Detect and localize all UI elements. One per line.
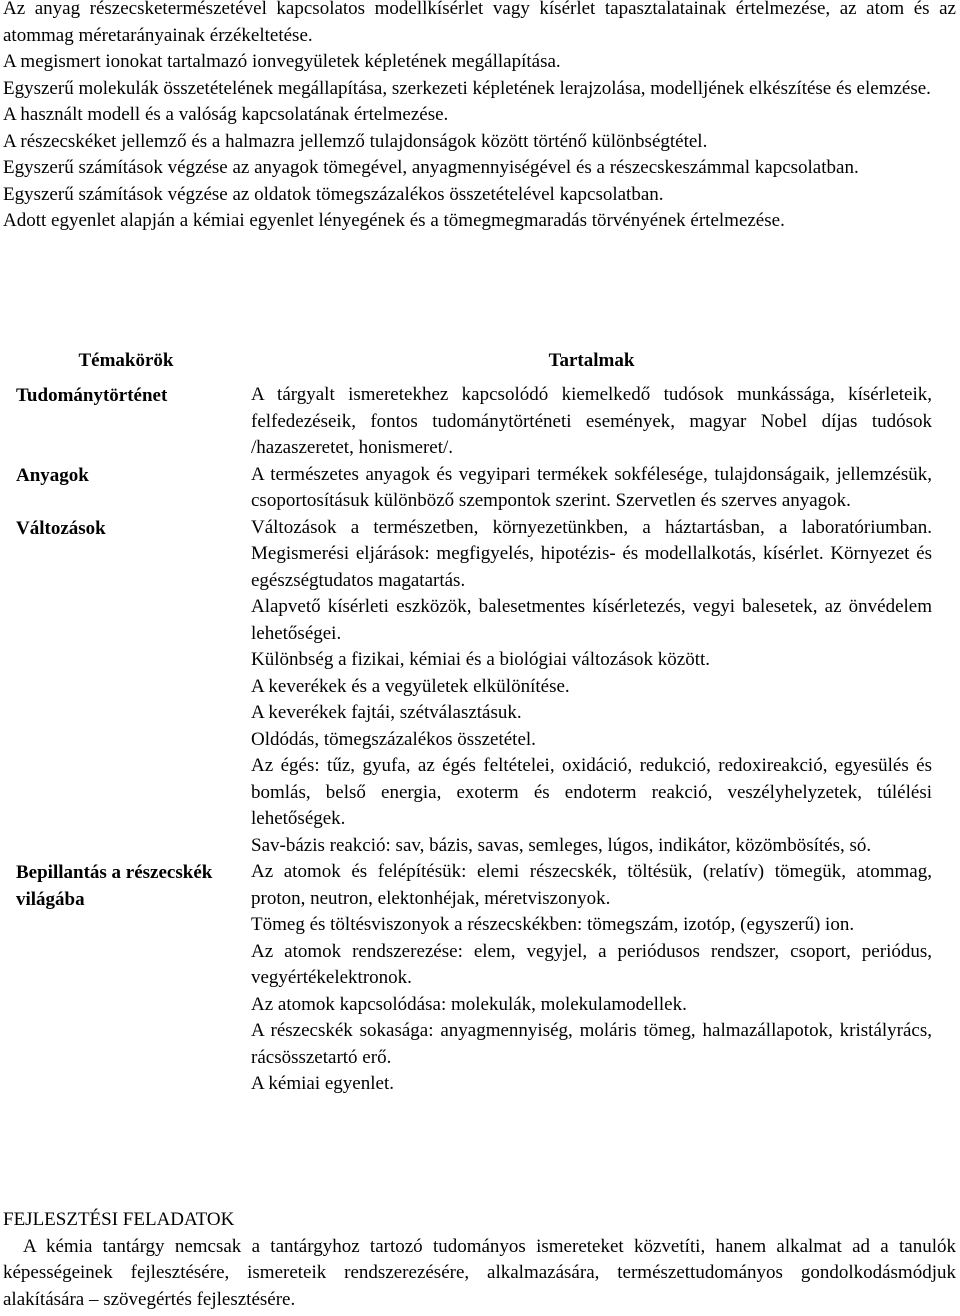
development-tasks-section bbox=[3, 1207, 956, 1313]
table-header-row bbox=[16, 348, 936, 382]
intro-paragraph: A használt modell és a valóság kapcsolatának értelmezése. bbox=[3, 104, 449, 125]
content-paragraph: A tárgyalt ismeretekhez kapcsolódó kiemelkedő tudósok munkássága, kísérleteik, felfedezéseik, fontos tudománytörténeti események, magyar Nobel díjas tudósok /hazaszeretet, honismeret/. bbox=[251, 384, 932, 458]
topic-cell: Bepillantás a részecskék világába bbox=[16, 862, 213, 910]
content-paragraph: A részecskék sokasága: anyagmennyiség, moláris tömeg, halmazállapotok, kristályrács, rácsösszetartó erő. bbox=[251, 1020, 932, 1068]
intro-paragraph: Egyszerű molekulák összetételének megállapítása, szerkezeti képletének lerajzolása, modelljének elkészítése és elemzése. bbox=[3, 77, 931, 99]
intro-paragraph: Az anyag részecsketermészetével kapcsolatos modellkísérlet vagy kísérlet tapasztalatainak értelmezése, az atom és az atommag méretarányainak érzékeltetése. bbox=[3, 0, 956, 46]
content-paragraph: A kémiai egyenlet. bbox=[251, 1073, 394, 1094]
content-paragraph: Az égés: tűz, gyufa, az égés feltételei, oxidáció, redukció, redoxireakció, egyesülés és bomlás, belső energia, exoterm és endoterm reakció, veszélyhelyzetek, túlélési lehetőségek. bbox=[251, 755, 932, 829]
content-paragraph: Alapvető kísérleti eszközök, balesetmentes kísérletezés, vegyi balesetek, az önvédelem lehetőségei. bbox=[251, 596, 932, 644]
intro-paragraph: A megismert ionokat tartalmazó ionvegyületek képletének megállapítása. bbox=[3, 51, 561, 72]
header-contents: Tartalmak bbox=[548, 350, 635, 371]
table-row bbox=[16, 859, 936, 1098]
content-paragraph: Tömeg és töltésviszonyok a részecskékben: tömegszám, izotóp, (egyszerű) ion. bbox=[251, 914, 855, 935]
content-cell bbox=[251, 859, 932, 1098]
content-cell bbox=[251, 382, 932, 462]
intro-paragraph: Egyszerű számítások végzése az anyagok tömegével, anyagmennyiségével és a részecskeszámmal kapcsolatban. bbox=[3, 157, 859, 178]
intro-paragraph: Egyszerű számítások végzése az oldatok tömegszázalékos összetételével kapcsolatban. bbox=[3, 183, 664, 205]
intro-paragraph: Adott egyenlet alapján a kémiai egyenlet lényegének és a tömegmegmaradás törvényének értelmezése. bbox=[3, 210, 785, 231]
intro-section bbox=[3, 0, 956, 235]
topic-cell: Változások bbox=[16, 517, 106, 539]
content-paragraph: A természetes anyagok és vegyipari termékek sokfélesége, tulajdonságaik, jellemzésük, csoportosításuk különböző szempontok szerint. Szervetlen és szerves anyagok. bbox=[251, 463, 932, 511]
content-paragraph: Sav-bázis reakció: sav, bázis, savas, semleges, lúgos, indikátor, közömbösítés, só. bbox=[251, 834, 872, 856]
content-paragraph: Az atomok kapcsolódása: molekulák, molekulamodellek. bbox=[251, 993, 687, 1015]
content-cell bbox=[251, 515, 932, 860]
table-row bbox=[16, 462, 936, 515]
content-cell bbox=[251, 462, 932, 515]
content-paragraph: Az atomok rendszerezése: elem, vegyjel, a periódusos rendszer, csoport, periódus, vegyértékelektronok. bbox=[251, 940, 932, 988]
section-body: A kémia tantárgy nemcsak a tantárgyhoz tartozó tudományos ismereteket közvetíti, hanem alkalmat ad a tanulók képességeinek fejlesztésére, ismereteik rendszerezésére, alkalmazására, természettudományos gondolkodásmódjuk alakítására – szövegértés fejlesztésére. bbox=[3, 1235, 956, 1310]
content-paragraph: Változások a természetben, környezetünkben, a háztartásban, a laboratóriumban. Megismerési eljárások: megfigyelés, hipotézis- és modellalkotás, kísérlet. Környezet és egészségtudatos magatartás. bbox=[251, 516, 932, 591]
header-topics: Témakörök bbox=[78, 350, 174, 371]
topic-cell: Tudománytörténet bbox=[16, 385, 168, 406]
table-row bbox=[16, 515, 936, 860]
content-paragraph: A keverékek és a vegyületek elkülönítése. bbox=[251, 675, 570, 697]
content-paragraph: A keverékek fajtái, szétválasztásuk. bbox=[251, 702, 522, 723]
content-paragraph: Különbség a fizikai, kémiai és a biológiai változások között. bbox=[251, 649, 711, 670]
content-paragraph: Az atomok és felépítésük: elemi részecskék, töltésük, (relatív) tömegük, atommag, proton, neutron, elektonhéjak, méretviszonyok. bbox=[251, 861, 932, 909]
table-row bbox=[16, 382, 936, 462]
topic-cell: Anyagok bbox=[16, 464, 89, 486]
content-paragraph: Oldódás, tömegszázalékos összetétel. bbox=[251, 728, 536, 750]
section-title: FEJLESZTÉSI FELADATOK bbox=[3, 1209, 235, 1230]
topics-table bbox=[16, 348, 936, 1098]
intro-paragraph: A részecskéket jellemző és a halmazra jellemző tulajdonságok között történő különbségtétel. bbox=[3, 130, 708, 152]
